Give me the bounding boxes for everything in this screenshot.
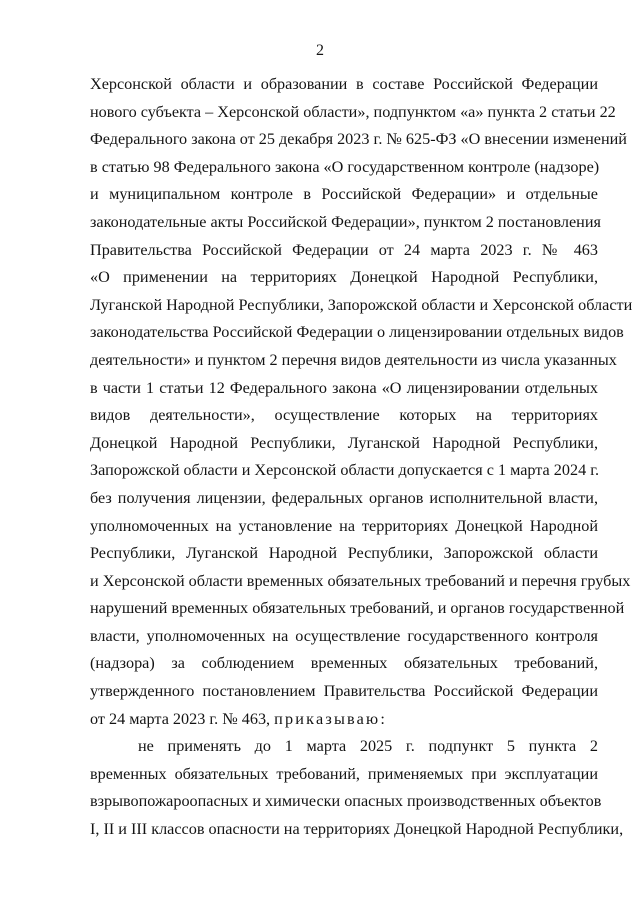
body-line: «О применении на территориях Донецкой Народной Республики, xyxy=(90,268,598,287)
body-line: без получения лицензии, федеральных органов исполнительной власти, xyxy=(90,488,598,507)
body-line: Херсонской области и образовании в составе Российской Федерации xyxy=(90,75,598,93)
body-line: взрывопожароопасных и химически опасных производственных объектов xyxy=(90,792,602,811)
body-line: в статью 98 Федерального закона «О государственном контроле (надзоре) xyxy=(90,157,600,176)
body-line: утвержденного постановлением Правительства Российской Федерации xyxy=(90,682,598,701)
body-line: видов деятельности», осуществление которых на территориях xyxy=(90,406,598,425)
document-body xyxy=(90,71,633,844)
body-line: власти, уполномоченных на осуществление государственного контроля xyxy=(90,626,598,645)
body-line: Запорожской области и Херсонской области допускается с 1 марта 2024 г. xyxy=(90,461,600,480)
body-line: и Херсонской области временных обязательных требований и перечня грубых xyxy=(90,571,631,590)
body-line: деятельности» и пунктом 2 перечня видов деятельности из числа указанных xyxy=(90,350,617,369)
body-line: Луганской Народной Республики, Запорожской области и Херсонской области xyxy=(90,295,633,314)
closing-line xyxy=(90,706,598,734)
body-line: I, II и III классов опасности на территориях Донецкой Народной Республики, xyxy=(90,820,624,839)
body-line: Республики, Луганской Народной Республики, Запорожской области xyxy=(90,544,598,563)
body-line: Донецкой Народной Республики, Луганской Народной Республики, xyxy=(90,433,598,452)
body-line: Федерального закона от 25 декабря 2023 г. № 625-ФЗ «О внесении изменений xyxy=(90,130,627,149)
page-number: 2 xyxy=(316,42,324,59)
body-line: законодательные акты Российской Федерации», пунктом 2 постановления xyxy=(90,212,601,231)
body-line: уполномоченных на установление на территориях Донецкой Народной xyxy=(90,516,598,535)
body-line: временных обязательных требований, применяемых при эксплуатации xyxy=(90,764,598,783)
paragraph-first-line: не применять до 1 марта 2025 г. подпункт 5 пункта 2 xyxy=(138,737,598,756)
body-line: Правительства Российской Федерации от 24 марта 2023 г. № 463 xyxy=(90,240,598,259)
body-line: нового субъекта – Херсонской области», подпунктом «а» пункта 2 статьи 22 xyxy=(90,102,616,121)
body-line: (надзора) за соблюдением временных обязательных требований, xyxy=(90,654,598,673)
body-line: законодательства Российской Федерации о лицензировании отдельных видов xyxy=(90,323,624,342)
closing-line-text: от 24 марта 2023 г. № 463, xyxy=(90,709,271,728)
order-word: приказываю: xyxy=(274,709,388,728)
body-line: в части 1 статьи 12 Федерального закона «О лицензировании отдельных xyxy=(90,378,598,397)
body-line: и муниципальном контроле в Российской Федерации» и отдельные xyxy=(90,185,598,204)
body-line: нарушений временных обязательных требований, и органов государственной xyxy=(90,599,625,618)
